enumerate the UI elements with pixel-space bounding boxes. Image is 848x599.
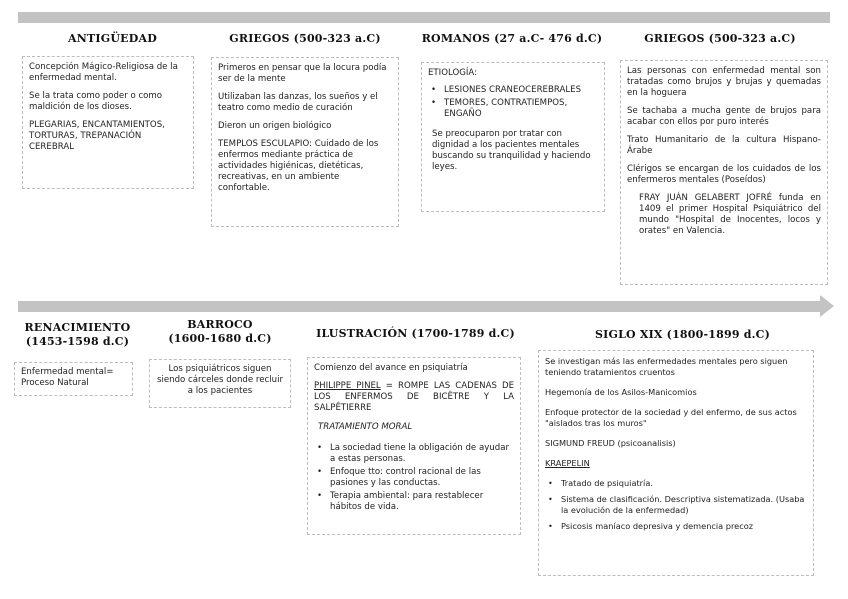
renacimiento-name: RENACIMIENTO	[24, 321, 131, 334]
barroco-item: Los psiquiátricos siguen siendo cárceles donde recluir a los pacientes	[156, 364, 284, 396]
kraepelin-bullet: • Psicosis maníaco depresiva y demencia precoz	[545, 521, 807, 532]
siglo-xix-item: SIGMUND FREUD (psicoanalisis)	[545, 438, 676, 448]
barroco-title	[150, 318, 290, 346]
renacimiento-title	[10, 321, 145, 349]
renacimiento-box	[14, 362, 133, 396]
siglo-xix-box	[538, 350, 814, 576]
antiguedad-box	[22, 56, 194, 189]
griegos-item: Utilizaban las danzas, los sueños y el teatro como medio de curación	[218, 92, 378, 113]
barroco-box	[149, 359, 291, 408]
barroco-dates: (1600-1680 d.C)	[168, 332, 272, 345]
pinel-name: PHILIPPE PINEL	[314, 381, 381, 391]
griegos-2-item: Trato Humanitario de la cultura Hispano-Árabe	[627, 135, 821, 156]
romanos-heading: ETIOLOGÍA:	[428, 68, 478, 78]
siglo-xix-title: SIGLO XIX (1800-1899 d.C)	[595, 328, 770, 341]
griegos-2-title: GRIEGOS (500-323 a.C)	[644, 32, 796, 45]
antiguedad-item: Concepción Mágico-Religiosa de la enfermedad mental.	[29, 62, 178, 83]
romanos-bullet: • TEMORES, CONTRATIEMPOS, ENGAÑO	[428, 98, 598, 120]
bottom-timeline-bar	[18, 301, 820, 312]
siglo-xix-item: Se investigan más las enfermedades mentales pero siguen teniendo tratamientos cruentos	[545, 356, 788, 377]
romanos-bullet: • LESIONES CRANEOCEREBRALES	[428, 85, 598, 96]
griegos-2-item: Las personas con enfermedad mental son tratadas como brujos y brujas y quemadas en la hoguera	[627, 66, 821, 98]
griegos-item: Primeros en pensar que la locura podía ser de la mente	[218, 63, 387, 84]
griegos-2-item: Se tachaba a mucha gente de brujos para acabar con ellos por puro interés	[627, 106, 821, 127]
griegos-box	[211, 57, 399, 227]
ilustracion-pinel	[314, 381, 514, 414]
romanos-title: ROMANOS (27 a.C- 476 d.C)	[421, 32, 603, 45]
kraepelin-bullet: • Tratado de psiquiatría.	[545, 478, 807, 489]
timeline-arrowhead	[820, 295, 834, 317]
griegos-2-item: Clérigos se encargan de los cuidados de los enfermeros mentales (Poseídos)	[627, 164, 821, 185]
antiguedad-item: PLEGARIAS, ENCANTAMIENTOS, TORTURAS, TREPANACIÓN CEREBRAL	[29, 120, 165, 152]
kraepelin-bullet: • Sistema de clasificación. Descriptiva sistematizada. (Usaba la evolución de la enfermedad)	[545, 494, 807, 516]
ilustracion-line: Comienzo del avance en psiquiatría	[314, 363, 468, 373]
romanos-note: Se preocuparon por tratar con dignidad a los pacientes mentales buscando su tranquilidad y haciendo leyes.	[432, 129, 591, 172]
renacimiento-dates: (1453-1598 d.C)	[25, 335, 130, 348]
romanos-box	[421, 62, 605, 212]
ilustracion-bullet: • Enfoque tto: control racional de las pasiones y las conductas.	[314, 467, 514, 489]
griegos-item: TEMPLOS ESCULAPIO: Cuidado de los enfermos mediante práctica de actividades higiénicas, dietéticas, recreativas, en un ambiente confortable.	[218, 139, 379, 193]
antiguedad-item: Se la trata como poder o como maldición de los dioses.	[29, 91, 163, 112]
antiguedad-title: ANTIGÜEDAD	[68, 32, 157, 45]
griegos-item: Dieron un origen biológico	[218, 121, 332, 131]
pinel-text: = ROMPE LAS CADENAS DE LOS ENFERMOS DE BICÊTRE Y LA SALPÊTIERRE	[314, 381, 514, 413]
griegos-2-box	[620, 60, 828, 285]
ilustracion-bullet: • La sociedad tiene la obligación de ayudar a estas personas.	[314, 443, 514, 465]
griegos-2-item: FRAY JUÁN GELABERT JOFRÉ funda en 1409 el primer Hospital Psiquiátrico del mundo "Hospital de Inocentes, locos y orates" en Valencia.	[639, 193, 821, 236]
ilustracion-bullet: • Terapia ambiental: para restablecer hábitos de vida.	[314, 491, 514, 513]
ilustracion-subheading: TRATAMIENTO MORAL	[318, 422, 413, 432]
top-timeline-bar	[18, 12, 830, 23]
renacimiento-item: Enfermedad mental= Proceso Natural	[21, 367, 114, 388]
siglo-xix-item: Enfoque protector de la sociedad y del enfermo, de sus actos "aislados tras los muros"	[545, 407, 797, 428]
barroco-name: BARROCO	[187, 318, 253, 331]
kraepelin-heading: KRAEPELIN	[545, 458, 590, 468]
ilustracion-title: ILUSTRACIÓN (1700-1789 d.C)	[316, 327, 515, 340]
siglo-xix-item: Hegemonía de los Asilos-Manicomios	[545, 387, 697, 397]
ilustracion-box	[307, 357, 521, 535]
griegos-title: GRIEGOS (500-323 a.C)	[229, 32, 381, 45]
